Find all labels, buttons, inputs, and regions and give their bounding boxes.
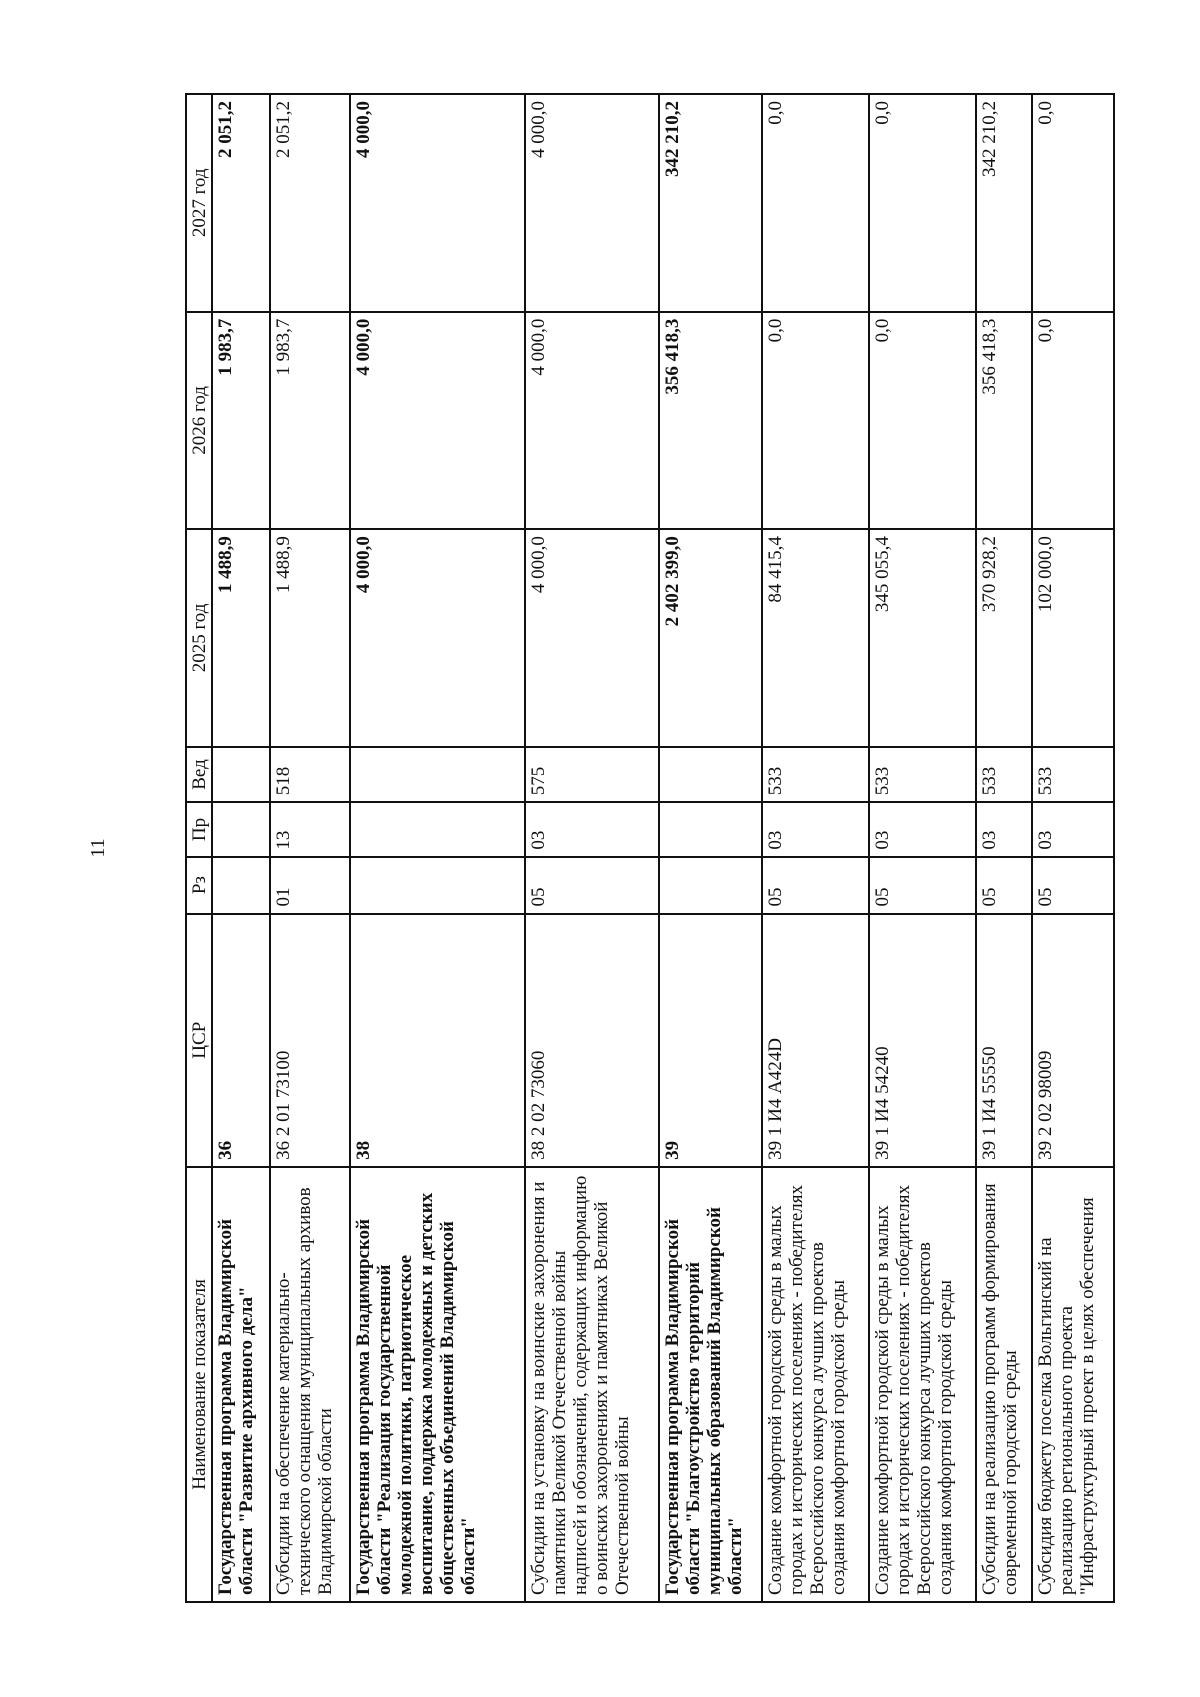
cell-2026: 0,0 <box>1032 312 1114 530</box>
table-row <box>1032 94 1114 1602</box>
cell-rz: 05 <box>1032 857 1114 914</box>
cell-rz: 05 <box>869 857 976 914</box>
cell-name: Государственная программа Владимирской области "Развитие архивного дела" <box>212 1167 270 1602</box>
cell-csr: 36 2 01 73100 <box>270 914 350 1167</box>
table-row <box>976 94 1032 1602</box>
cell-ved: 533 <box>762 747 869 803</box>
cell-pr <box>212 802 270 856</box>
cell-2027: 2 051,2 <box>270 94 350 312</box>
cell-csr: 39 2 02 98009 <box>1032 914 1114 1167</box>
cell-ved <box>212 747 270 803</box>
cell-pr: 03 <box>976 802 1032 856</box>
cell-csr: 39 1 И4 55550 <box>976 914 1032 1167</box>
cell-pr <box>350 802 525 856</box>
cell-rz <box>659 857 762 914</box>
header-2026: 2026 год <box>186 312 212 530</box>
table-row <box>350 94 525 1602</box>
cell-rz <box>212 857 270 914</box>
cell-2026: 1 983,7 <box>212 312 270 530</box>
cell-name: Субсидии на реализацию программ формирования современной городской среды <box>976 1167 1032 1602</box>
cell-2025: 102 000,0 <box>1032 529 1114 747</box>
cell-2025: 370 928,2 <box>976 529 1032 747</box>
cell-ved <box>350 747 525 803</box>
cell-2027: 0,0 <box>1032 94 1114 312</box>
cell-2025: 84 415,4 <box>762 529 869 747</box>
header-2027: 2027 год <box>186 94 212 312</box>
budget-table <box>185 93 1115 1603</box>
cell-2027: 342 210,2 <box>659 94 762 312</box>
cell-ved: 518 <box>270 747 350 803</box>
cell-2025: 4 000,0 <box>350 529 525 747</box>
table-row <box>659 94 762 1602</box>
cell-name: Создание комфортной городской среды в малых городах и исторических поселениях - победителях Всероссийского конкурса лучших проектов создания комфортной городской среды <box>869 1167 976 1602</box>
cell-ved: 533 <box>976 747 1032 803</box>
table-header-row <box>186 94 212 1602</box>
cell-2027: 4 000,0 <box>350 94 525 312</box>
header-rz: Рз <box>186 857 212 914</box>
cell-2025: 1 488,9 <box>212 529 270 747</box>
header-pr: Пр <box>186 802 212 856</box>
cell-pr: 03 <box>525 802 659 856</box>
cell-2025: 1 488,9 <box>270 529 350 747</box>
cell-csr: 39 <box>659 914 762 1167</box>
cell-2027: 2 051,2 <box>212 94 270 312</box>
cell-ved: 533 <box>869 747 976 803</box>
cell-2026: 4 000,0 <box>525 312 659 530</box>
cell-csr: 38 2 02 73060 <box>525 914 659 1167</box>
cell-2026: 356 418,3 <box>659 312 762 530</box>
cell-csr: 36 <box>212 914 270 1167</box>
cell-name: Государственная программа Владимирской области "Благоустройство территорий муниципальных образований Владимирской области" <box>659 1167 762 1602</box>
header-2025: 2025 год <box>186 529 212 747</box>
cell-csr: 39 1 И4 А424D <box>762 914 869 1167</box>
cell-name: Государственная программа Владимирской области "Реализация государственной молодежной политики, патриотическое воспитание, поддержка молодежных и детских общественных объединений Владимирской области" <box>350 1167 525 1602</box>
cell-ved <box>659 747 762 803</box>
cell-2026: 1 983,7 <box>270 312 350 530</box>
cell-name: Субсидии на обеспечение материально-технического оснащения муниципальных архивов Владимирской области <box>270 1167 350 1602</box>
cell-ved: 575 <box>525 747 659 803</box>
cell-2027: 0,0 <box>869 94 976 312</box>
cell-pr <box>659 802 762 856</box>
header-name: Наименование показателя <box>186 1167 212 1602</box>
cell-2026: 0,0 <box>762 312 869 530</box>
cell-2027: 342 210,2 <box>976 94 1032 312</box>
cell-csr: 39 1 И4 54240 <box>869 914 976 1167</box>
table-row <box>869 94 976 1602</box>
table-row <box>212 94 270 1602</box>
cell-2025: 2 402 399,0 <box>659 529 762 747</box>
page-number: 11 <box>87 838 109 858</box>
cell-name: Создание комфортной городской среды в малых городах и исторических поселениях - победителях Всероссийского конкурса лучших проектов создания комфортной городской среды <box>762 1167 869 1602</box>
header-csr: ЦСР <box>186 914 212 1167</box>
cell-2027: 0,0 <box>762 94 869 312</box>
cell-name: Субсидия бюджету поселка Вольгинский на реализацию регионального проекта "Инфраструктурный проект в целях обеспечения <box>1032 1167 1114 1602</box>
cell-ved: 533 <box>1032 747 1114 803</box>
cell-2025: 345 055,4 <box>869 529 976 747</box>
cell-2026: 0,0 <box>869 312 976 530</box>
cell-pr: 13 <box>270 802 350 856</box>
cell-rz <box>350 857 525 914</box>
rotated-table-container <box>185 93 1115 1603</box>
header-ved: Вед <box>186 747 212 803</box>
table-row <box>762 94 869 1602</box>
cell-csr: 38 <box>350 914 525 1167</box>
cell-pr: 03 <box>869 802 976 856</box>
table-row <box>270 94 350 1602</box>
cell-pr: 03 <box>1032 802 1114 856</box>
cell-2026: 4 000,0 <box>350 312 525 530</box>
cell-rz: 05 <box>762 857 869 914</box>
table-row <box>525 94 659 1602</box>
cell-rz: 05 <box>976 857 1032 914</box>
cell-2026: 356 418,3 <box>976 312 1032 530</box>
cell-rz: 05 <box>525 857 659 914</box>
cell-name: Субсидии на установку на воинские захоронения и памятники Великой Отечественной войны надписей и обозначений, содержащих информацию о воинских захоронениях и памятниках Великой Отечественной войны <box>525 1167 659 1602</box>
cell-rz: 01 <box>270 857 350 914</box>
cell-2025: 4 000,0 <box>525 529 659 747</box>
cell-2027: 4 000,0 <box>525 94 659 312</box>
cell-pr: 03 <box>762 802 869 856</box>
